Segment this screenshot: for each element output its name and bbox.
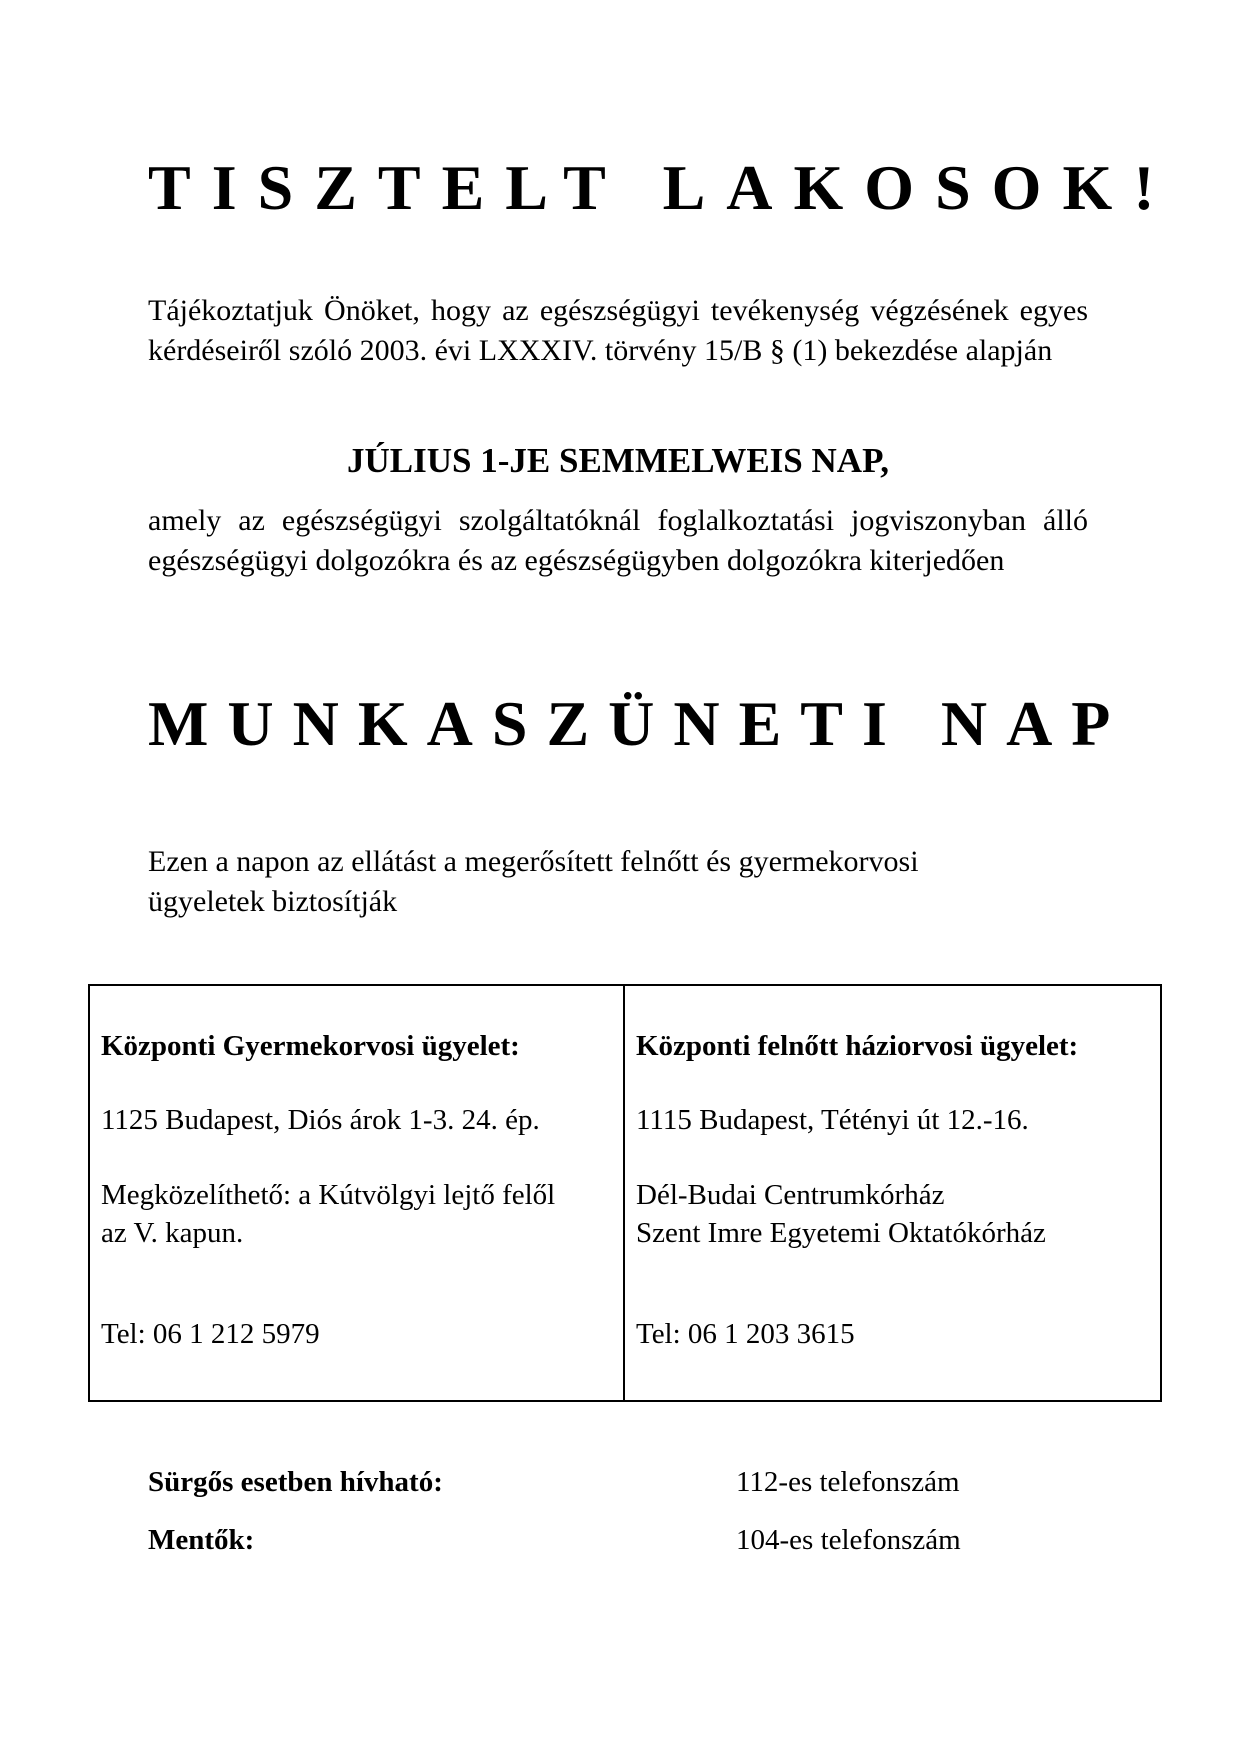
- notice-title: TISZTELT LAKOSOK!: [148, 152, 1176, 223]
- emergency-numbers: [148, 1462, 1048, 1578]
- pediatric-duty-phone: Tel: 06 1 212 5979: [101, 1318, 320, 1350]
- pediatric-note-line: az V. kapun.: [101, 1217, 244, 1249]
- emergency-row: [148, 1462, 1048, 1520]
- adult-note-line: Szent Imre Egyetemi Oktatókórház: [636, 1217, 1046, 1249]
- adult-note-line: Dél-Budai Centrumkórház: [636, 1179, 945, 1211]
- holiday-heading: MUNKASZÜNETI NAP: [148, 688, 1130, 759]
- care-paragraph-line: Ezen a napon az ellátást a megerősített felnőtt és gyermekorvosi: [148, 845, 919, 878]
- adult-duty-label: Központi felnőtt háziorvosi ügyelet:: [636, 1030, 1079, 1062]
- pediatric-duty-cell: [90, 986, 625, 1400]
- ambulance-row: [148, 1520, 1048, 1578]
- adult-duty-phone: Tel: 06 1 203 3615: [636, 1318, 855, 1350]
- care-paragraph-line: ügyeletek biztosítják: [148, 885, 398, 918]
- pediatric-duty-address: 1125 Budapest, Diós árok 1-3. 24. ép.: [101, 1104, 540, 1136]
- emergency-number: 112-es telefonszám: [736, 1466, 960, 1498]
- care-paragraph: [148, 842, 1088, 922]
- scope-paragraph: amely az egészségügyi szolgáltatóknál foglalkoztatási jogviszonyban álló egészségügyi dolgozókra és az egészségügyben dolgozókra kiterjedően: [148, 504, 1088, 577]
- pediatric-note-line: Megközelíthető: a Kútvölgyi lejtő felől: [101, 1179, 556, 1211]
- ambulance-number: 104-es telefonszám: [736, 1524, 961, 1556]
- pediatric-duty-access-note: [101, 1176, 619, 1252]
- adult-duty-hospital: [636, 1176, 1156, 1252]
- adult-duty-cell: [625, 986, 1160, 1400]
- duty-service-table: [88, 984, 1162, 1402]
- pediatric-duty-label: Központi Gyermekorvosi ügyelet:: [101, 1030, 520, 1062]
- ambulance-label: Mentők:: [148, 1524, 255, 1556]
- semmelweis-day-heading: JÚLIUS 1-JE SEMMELWEIS NAP,: [347, 441, 889, 480]
- emergency-label: Sürgős esetben hívható:: [148, 1466, 443, 1498]
- adult-duty-address: 1115 Budapest, Tétényi út 12.-16.: [636, 1104, 1029, 1136]
- intro-paragraph: Tájékoztatjuk Önöket, hogy az egészségügyi tevékenység végzésének egyes kérdéseiről szóló 2003. évi LXXXIV. törvény 15/B § (1) bekezdése alapján: [148, 294, 1088, 367]
